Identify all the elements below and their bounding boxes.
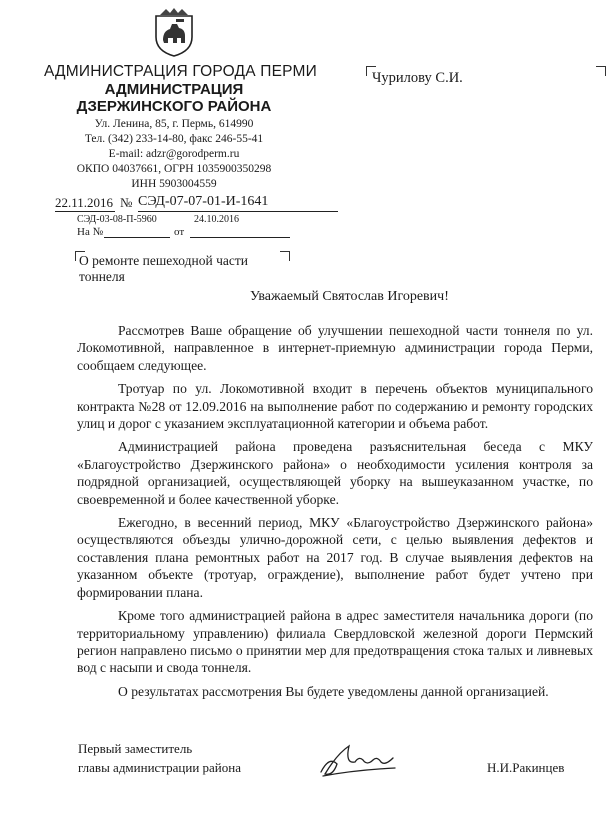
salutation: Уважаемый Святослав Игоревич! <box>250 289 449 304</box>
registration-number: СЭД-07-07-01-И-1641 <box>138 194 269 209</box>
sender-org-name: АДМИНИСТРАЦИЯ ГОРОДА ПЕРМИ <box>44 63 317 80</box>
paragraph: Рассмотрев Ваше обращение об улучшении пешеходной части тоннеля по ул. Локомотивной, направленное в интернет-приемную администрации города Перми, сообщаем следующее. <box>77 323 593 373</box>
number-sign: № <box>120 195 133 210</box>
addressee-corner-right <box>596 66 606 76</box>
sender-inn: ИНН 5903004559 <box>131 178 217 190</box>
signatory-position <box>78 739 241 777</box>
letter-body <box>77 322 593 706</box>
sender-phone: Тел. (342) 233-14-80, факс 246-55-41 <box>84 133 264 145</box>
reference-number: СЭД-03-08-П-5960 <box>77 214 157 225</box>
position-line: главы администрации района <box>78 760 241 775</box>
paragraph: Тротуар по ул. Локомотивной входит в перечень объектов муниципального контракта №28 от 12.09.2016 на выполнение работ по содержанию и ремонту городских улиц и дорог с указанием эксплуатационной категории и объема работ. <box>77 381 593 432</box>
paragraph: Администрацией района проведена разъяснительная беседа с МКУ «Благоустройство Дзержинского района» о необходимости усиления контроля за подрядной организацией, осуществляющей уборку на вышеуказанном участке, по своевременной и более качественной уборке. <box>77 439 593 507</box>
subject-line: тоннеля <box>79 269 125 284</box>
sender-email: E-mail: adzr@gorodperm.ru <box>108 148 240 160</box>
sender-org-line2: АДМИНИСТРАЦИЯ <box>104 81 244 98</box>
coat-of-arms-icon <box>152 7 196 57</box>
ot-label: от <box>174 226 185 238</box>
reference-date: 24.10.2016 <box>194 214 239 225</box>
handwritten-signature <box>315 736 405 782</box>
paragraph: Ежегодно, в весенний период, МКУ «Благоустройство Дзержинского района» осуществляются объезды улично-дорожной сети, с целью выявления дефектов и составления плана ремонтных работ на 2017 год. В случае выявления дефектов на указанном объекте (тротуар, ограждение), выполнение работ будет учтено при формировании плана. <box>77 515 593 600</box>
addressee: Чурилову С.И. <box>372 70 463 86</box>
paragraph: Кроме того администрацией района в адрес заместителя начальника дороги (по территориальному управлению) филиала Свердловской железной дороги Пермский регион направлено письмо о принятии мер для предотвращения стока талых и ливневых вод с насыпи и свода тоннеля. <box>77 608 593 676</box>
sender-org-line3: ДЗЕРЖИНСКОГО РАЙОНА <box>76 98 272 115</box>
na-line <box>104 237 170 238</box>
sender-okpo: ОКПО 04037661, ОГРН 1035900350298 <box>76 163 272 175</box>
ot-line <box>190 237 290 238</box>
na-label: На № <box>77 226 104 238</box>
registration-date: 22.11.2016 <box>55 195 114 210</box>
subject <box>79 253 248 285</box>
paragraph: О результатах рассмотрения Вы будете уведомлены данной организацией. <box>118 683 549 699</box>
sender-address: Ул. Ленина, 85, г. Пермь, 614990 <box>94 118 254 130</box>
signatory-name: Н.И.Ракинцев <box>487 760 565 775</box>
subject-corner-right <box>280 251 290 261</box>
position-line: Первый заместитель <box>78 741 193 756</box>
subject-line: О ремонте пешеходной части <box>79 253 249 268</box>
